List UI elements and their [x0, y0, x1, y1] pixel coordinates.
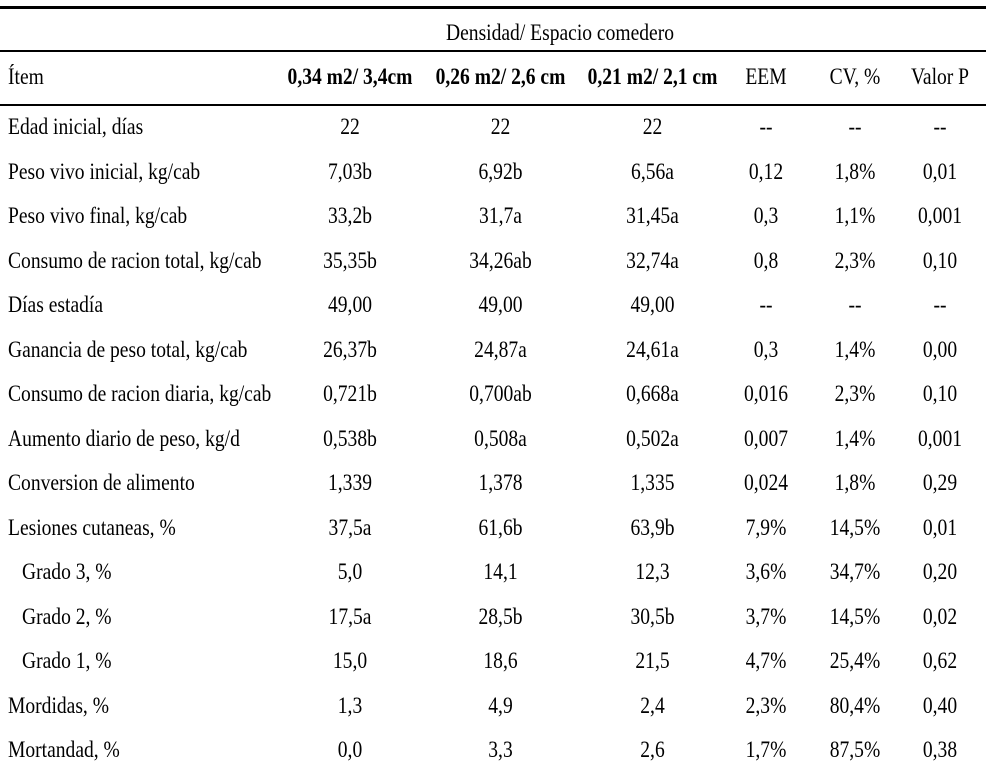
cell-eem: 0,016 [744, 381, 788, 406]
cell-p-value: 0,29 [922, 470, 958, 495]
cell-group-2: 1,378 [478, 470, 523, 495]
cell-group-3: 22 [642, 114, 663, 139]
cell-p-value: -- [933, 292, 947, 317]
cell-group-2: 34,26ab [469, 248, 532, 273]
row-label: Ganancia de peso total, kg/cab [8, 337, 248, 362]
cell-group-1: 7,03b [328, 159, 372, 184]
cell-group-3: 0,668a [626, 381, 679, 406]
row-label: Grado 1, % [22, 648, 112, 673]
header-group-2: 0,26 m2/ 2,6 cm [435, 64, 566, 89]
cell-cv: -- [848, 292, 862, 317]
cell-group-1: 17,5a [328, 604, 372, 629]
cell-group-1: 1,339 [328, 470, 372, 495]
cell-eem: 0,007 [744, 426, 788, 451]
top-rule [0, 6, 986, 9]
cell-group-3: 12,3 [635, 559, 670, 584]
cell-cv: 87,5% [829, 737, 881, 762]
cell-p-value: 0,01 [922, 515, 958, 540]
cell-p-value: 0,10 [922, 381, 958, 406]
cell-p-value: 0,62 [922, 648, 958, 673]
cell-group-1: 0,538b [323, 426, 377, 451]
cell-group-1: 1,3 [337, 693, 363, 718]
cell-cv: 2,3% [834, 248, 876, 273]
row-label: Días estadía [8, 292, 104, 317]
cell-group-2: 49,00 [478, 292, 523, 317]
cell-cv: 1,4% [834, 426, 876, 451]
row-label: Edad inicial, días [8, 114, 144, 139]
cell-eem: 3,6% [745, 559, 787, 584]
cell-group-3: 2,4 [640, 693, 665, 718]
cell-eem: 2,3% [745, 693, 787, 718]
cell-group-2: 6,92b [478, 159, 523, 184]
cell-p-value: 0,00 [922, 337, 958, 362]
cell-cv: -- [848, 114, 862, 139]
title-rule [0, 50, 986, 52]
cell-group-2: 0,700ab [469, 381, 532, 406]
cell-group-1: 22 [340, 114, 360, 139]
header-p-value: Valor P [910, 64, 970, 89]
cell-group-2: 18,6 [483, 648, 518, 673]
cell-group-3: 32,74a [626, 248, 679, 273]
cell-group-3: 6,56a [631, 159, 674, 184]
cell-cv: 34,7% [829, 559, 881, 584]
header-group-3: 0,21 m2/ 2,1 cm [587, 64, 718, 89]
cell-group-1: 5,0 [337, 559, 363, 584]
table-title: Densidad/ Espacio comedero [445, 20, 675, 45]
cell-group-2: 31,7a [479, 203, 522, 228]
cell-p-value: 0,02 [922, 604, 958, 629]
row-label: Aumento diario de peso, kg/d [8, 426, 240, 451]
cell-cv: 1,4% [834, 337, 876, 362]
cell-p-value: 0,20 [922, 559, 958, 584]
cell-group-1: 37,5a [328, 515, 372, 540]
header-group-1: 0,34 m2/ 3,4cm [287, 64, 413, 89]
cell-eem: 7,9% [745, 515, 787, 540]
cell-eem: 0,8 [753, 248, 779, 273]
row-label: Consumo de racion total, kg/cab [8, 248, 262, 273]
cell-group-1: 33,2b [328, 203, 372, 228]
cell-cv: 2,3% [834, 381, 876, 406]
row-label: Grado 3, % [22, 559, 112, 584]
cell-p-value: 0,38 [922, 737, 958, 762]
row-label: Peso vivo final, kg/cab [8, 203, 188, 228]
header-rule [0, 104, 986, 106]
cell-group-2: 14,1 [483, 559, 518, 584]
cell-group-2: 22 [490, 114, 511, 139]
cell-group-3: 2,6 [640, 737, 665, 762]
row-label: Peso vivo inicial, kg/cab [8, 159, 201, 184]
cell-group-2: 61,6b [478, 515, 523, 540]
cell-group-1: 35,35b [323, 248, 377, 273]
cell-group-2: 24,87a [474, 337, 527, 362]
cell-group-3: 24,61a [626, 337, 679, 362]
cell-eem: 4,7% [745, 648, 787, 673]
row-label: Consumo de racion diaria, kg/cab [8, 381, 272, 406]
cell-eem: 3,7% [745, 604, 787, 629]
cell-group-3: 21,5 [635, 648, 670, 673]
cell-group-1: 0,0 [337, 737, 363, 762]
cell-group-1: 26,37b [323, 337, 377, 362]
row-label: Mortandad, % [8, 737, 120, 762]
cell-cv: 14,5% [829, 604, 881, 629]
cell-p-value: -- [933, 114, 947, 139]
cell-group-3: 0,502a [626, 426, 679, 451]
cell-group-2: 3,3 [488, 737, 513, 762]
cell-group-3: 49,00 [630, 292, 675, 317]
cell-p-value: 0,01 [922, 159, 958, 184]
row-label: Mordidas, % [8, 693, 110, 718]
cell-group-3: 1,335 [630, 470, 675, 495]
cell-eem: -- [759, 292, 773, 317]
cell-p-value: 0,40 [922, 693, 958, 718]
cell-cv: 25,4% [829, 648, 881, 673]
row-label: Grado 2, % [22, 604, 112, 629]
cell-p-value: 0,001 [918, 426, 962, 451]
cell-eem: 0,3 [753, 203, 779, 228]
cell-group-2: 4,9 [488, 693, 513, 718]
cell-group-2: 0,508a [474, 426, 527, 451]
cell-cv: 1,8% [834, 470, 876, 495]
cell-cv: 14,5% [829, 515, 881, 540]
header-item: Ítem [8, 64, 44, 89]
cell-group-1: 0,721b [323, 381, 377, 406]
cell-eem: 1,7% [745, 737, 787, 762]
cell-eem: 0,024 [744, 470, 788, 495]
cell-group-3: 31,45a [626, 203, 679, 228]
cell-group-2: 28,5b [478, 604, 523, 629]
cell-group-1: 49,00 [328, 292, 372, 317]
cell-p-value: 0,001 [918, 203, 962, 228]
cell-group-3: 30,5b [630, 604, 675, 629]
cell-cv: 80,4% [829, 693, 881, 718]
cell-p-value: 0,10 [922, 248, 958, 273]
row-label: Lesiones cutaneas, % [8, 515, 176, 540]
cell-cv: 1,8% [834, 159, 876, 184]
header-cv: CV, % [829, 64, 881, 89]
cell-cv: 1,1% [834, 203, 876, 228]
cell-eem: 0,12 [748, 159, 784, 184]
row-label: Conversion de alimento [8, 470, 195, 495]
cell-eem: -- [759, 114, 773, 139]
cell-group-1: 15,0 [332, 648, 368, 673]
cell-eem: 0,3 [753, 337, 779, 362]
cell-group-3: 63,9b [630, 515, 675, 540]
header-eem: EEM [745, 64, 787, 89]
